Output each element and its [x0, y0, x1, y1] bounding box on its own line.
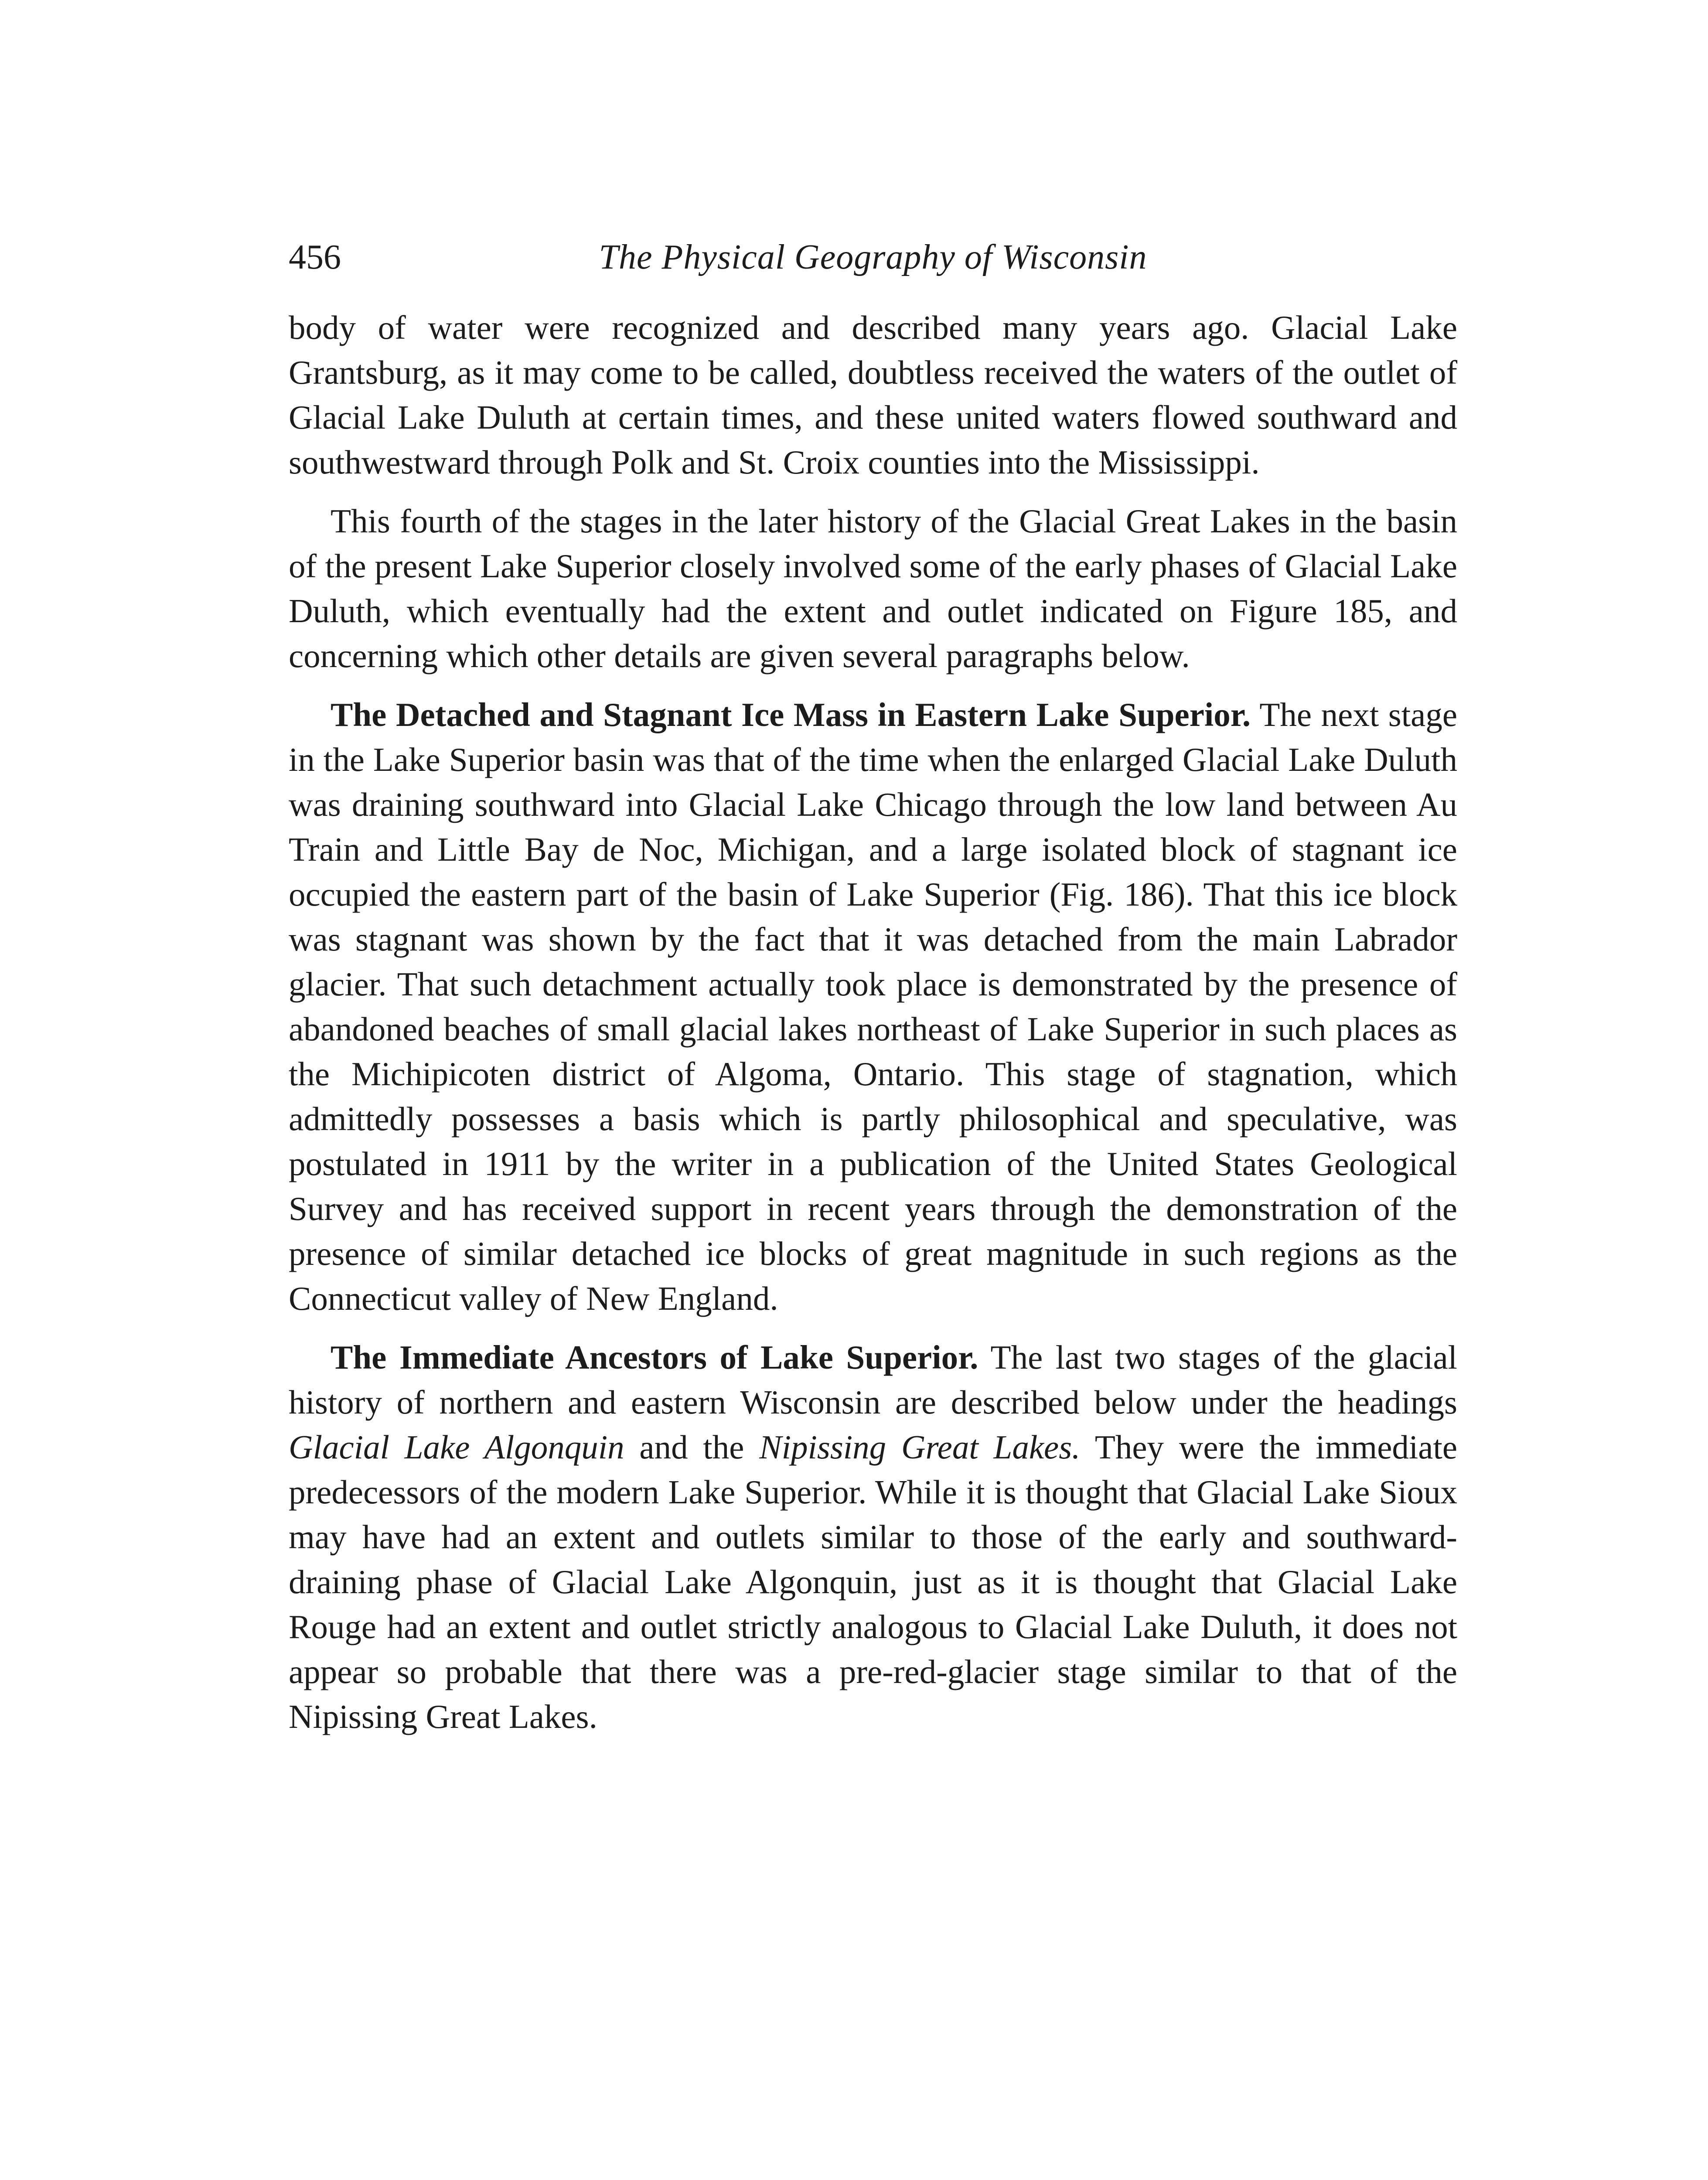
section-heading: The Detached and Stagnant Ice Mass in Eastern Lake Superior.	[331, 696, 1251, 733]
paragraph-text: body of water were recognized and described many years ago. Glacial Lake Grantsburg, as it may come to be called, doubtless received the waters of the outlet of Glacial Lake Duluth at certain times, and these united waters flowed southward and southwestward through Polk and St. Croix counties into the Mississippi.	[289, 309, 1457, 481]
paragraph-text: They were the immediate predecessors of the modern Lake Superior. While it is thought that Glacial Lake Sioux may have had an extent and outlets similar to those of the early and southward-draining phase of Glacial Lake Algonquin, just as it is thought that Glacial Lake Rouge had an extent and outlet strictly analogous to Glacial Lake Duluth, it does not appear so probable that there was a pre-red-glacier stage similar to that of the Nipissing Great Lakes.	[289, 1428, 1458, 1735]
paragraph-detached-ice-mass	[289, 692, 1457, 1321]
body-text	[289, 305, 1457, 1753]
paragraph-continued	[289, 305, 1457, 485]
paragraph-immediate-ancestors	[289, 1335, 1457, 1739]
paragraph	[289, 499, 1457, 678]
paragraph-text: The next stage in the Lake Superior basin was that of the time when the enlarged Glacial Lake Duluth was draining southward into Glacial Lake Chicago through the low land between Au Train and Little Bay de Noc, Michigan, and a large isolated block of stagnant ice occupied the eastern part of the basin of Lake Superior (Fig. 186). That this ice block was stagnant was shown by the fact that it was detached from the main Labrador glacier. That such detachment actually took place is demonstrated by the presence of abandoned beaches of small glacial lakes northeast of Lake Superior in such places as the Michipicoten district of Algoma, Ontario. This stage of stagnation, which admittedly possesses a basis which is partly philosophical and speculative, was postulated in 1911 by the writer in a publication of the United States Geological Survey and has received support in recent years through the demonstration of the presence of similar detached ice blocks of great magnitude in such regions as the Connecticut valley of New England.	[289, 696, 1457, 1317]
running-title: The Physical Geography of Wisconsin	[599, 238, 1147, 276]
section-heading: The Immediate Ancestors of Lake Superior.	[331, 1339, 978, 1376]
italic-term: Nipissing Great Lakes.	[759, 1428, 1081, 1466]
running-head	[289, 231, 1457, 283]
page-number: 456	[289, 238, 341, 276]
italic-term: Glacial Lake Algonquin	[289, 1428, 624, 1466]
paragraph-text: This fourth of the stages in the later history of the Glacial Great Lakes in the basin of the present Lake Superior closely involved some of the early phases of Glacial Lake Duluth, which eventually had the extent and outlet indicated on Figure 185, and concerning which other details are given several paragraphs below.	[289, 502, 1457, 674]
paragraph-text: and the	[639, 1428, 744, 1466]
paragraph-text: The last two stages of the glacial history of northern and eastern Wisconsin are described below under the headings	[289, 1339, 1458, 1421]
